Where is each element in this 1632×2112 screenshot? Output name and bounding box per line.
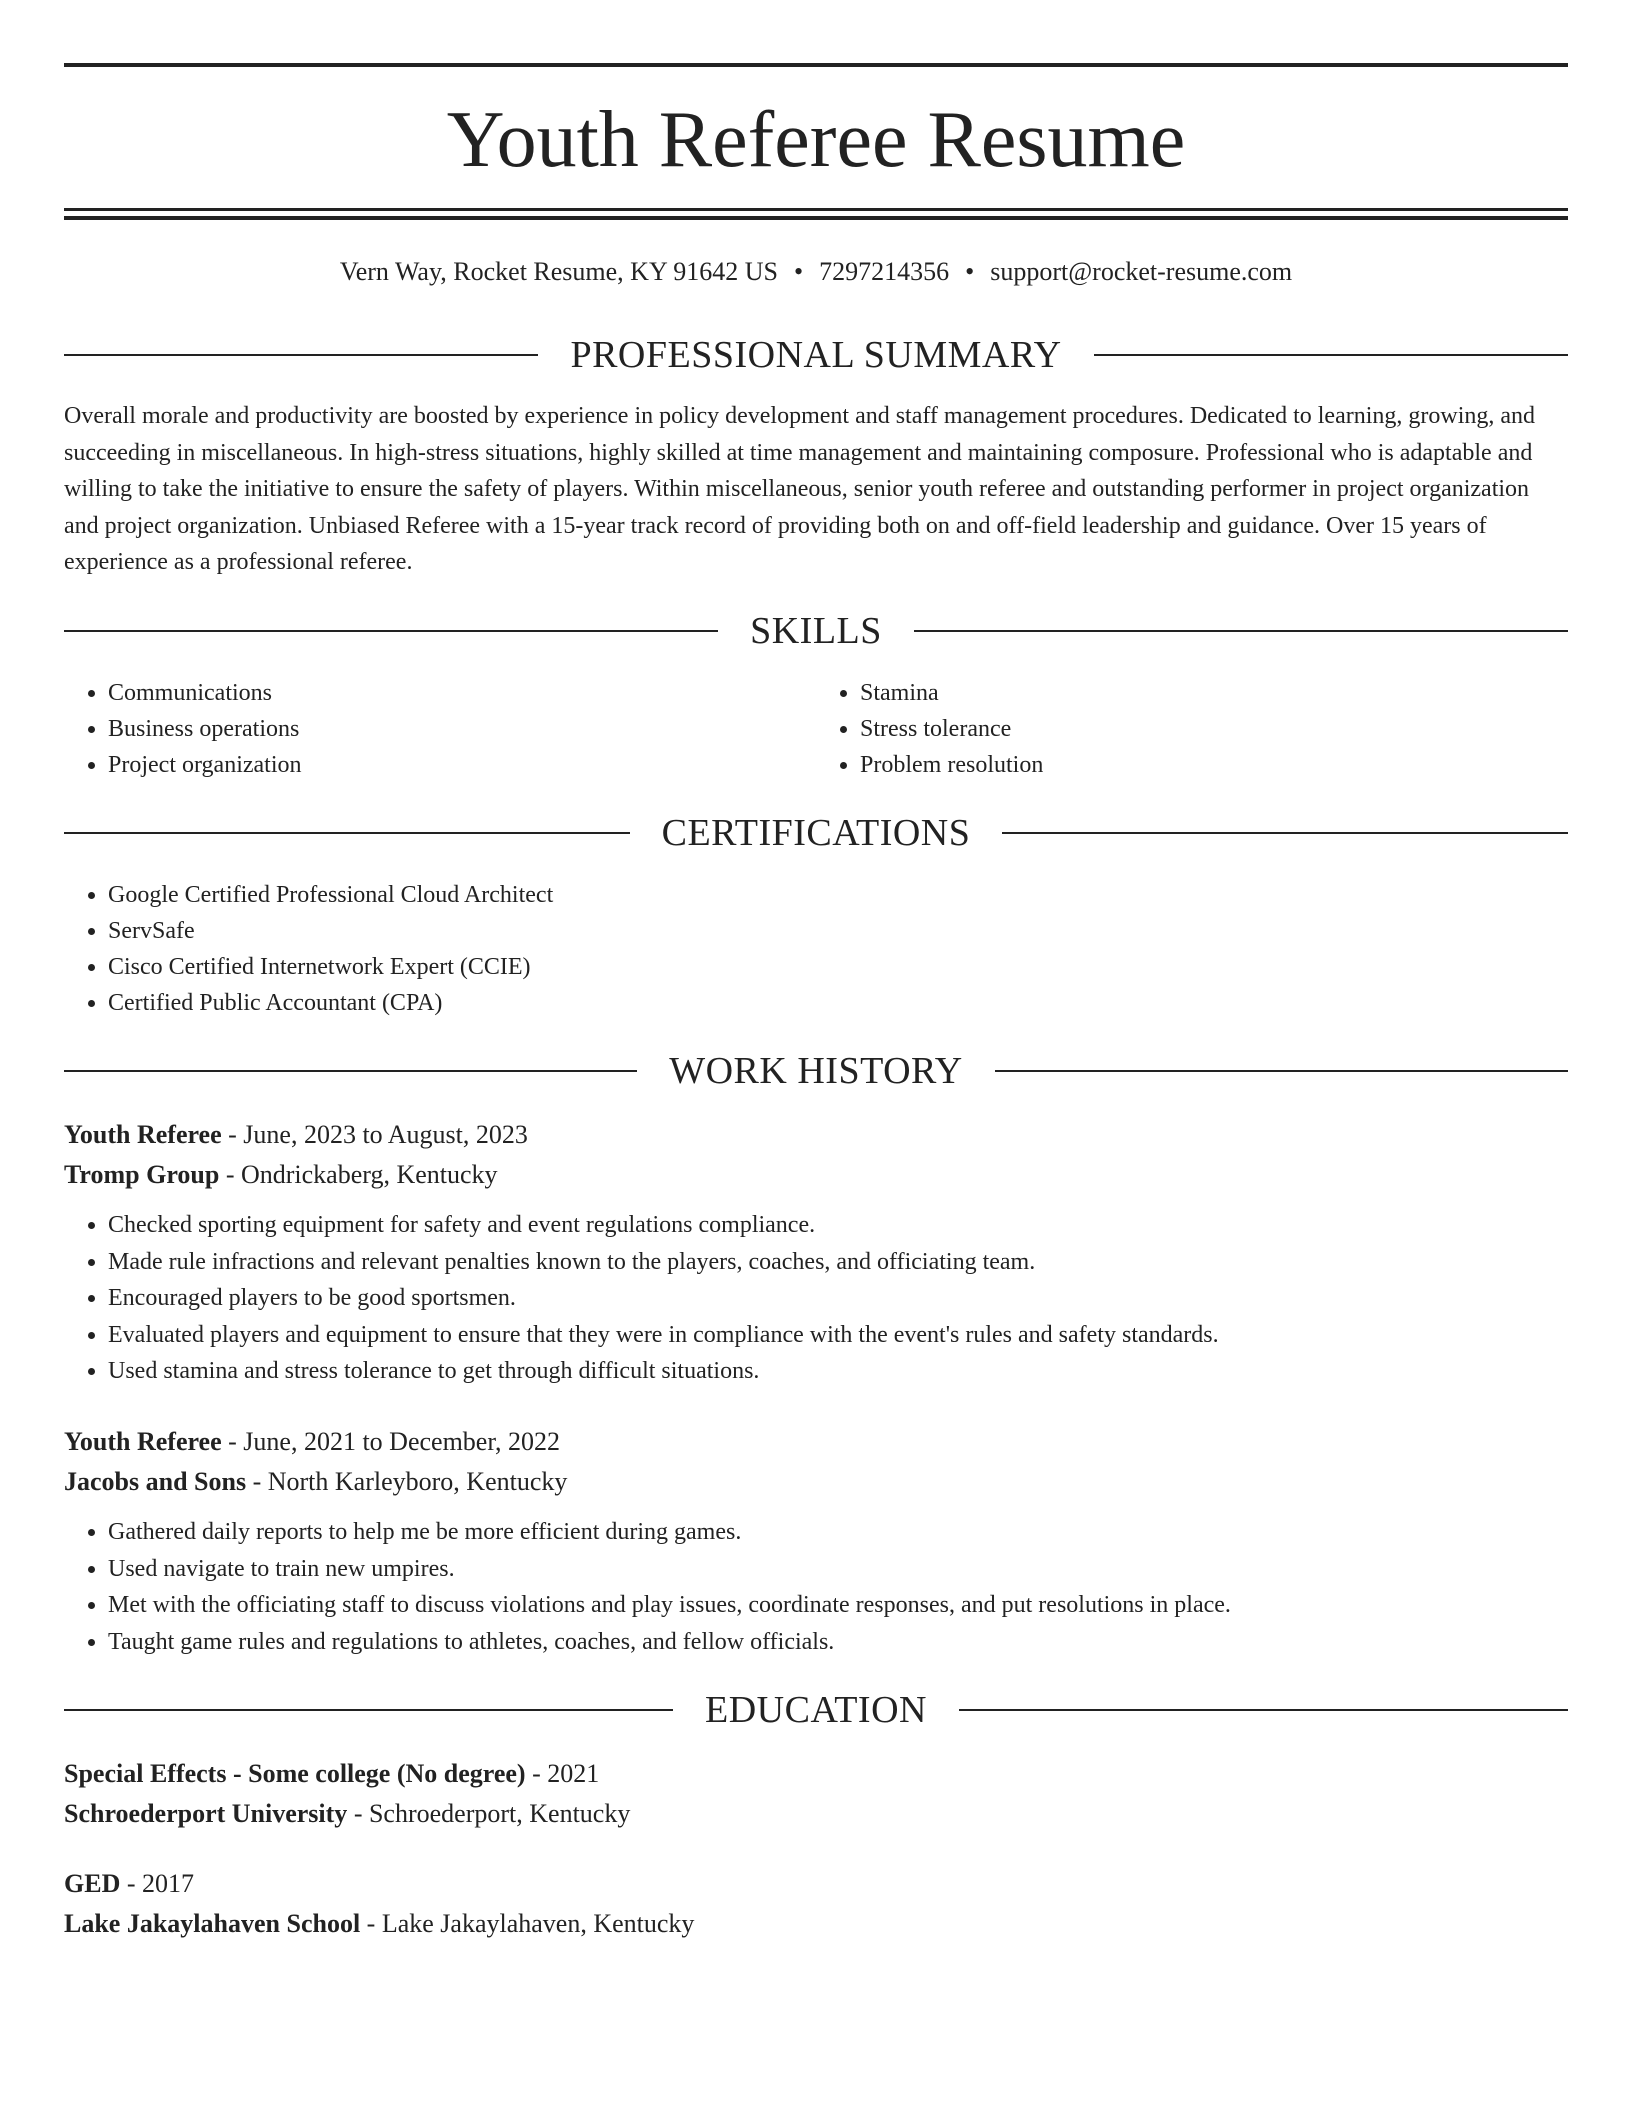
duty-item: • Made rule infractions and relevant penalties known to the players, coaches, and officiating team. bbox=[108, 1244, 1568, 1281]
section-title: PROFESSIONAL SUMMARY bbox=[570, 334, 1062, 376]
skill-item: • Project organization bbox=[108, 747, 816, 783]
degree-line bbox=[64, 1864, 1568, 1904]
job-dates: - June, 2021 to December, 2022 bbox=[221, 1427, 560, 1456]
heading-rule bbox=[914, 630, 1568, 632]
education-entry bbox=[64, 1754, 1568, 1834]
job-entry bbox=[64, 1422, 1568, 1660]
education-entry bbox=[64, 1864, 1568, 1944]
certification-item: • Certified Public Accountant (CPA) bbox=[108, 985, 1568, 1021]
certifications-list bbox=[64, 877, 1568, 1021]
top-rule bbox=[64, 63, 1568, 67]
heading-rule bbox=[64, 1070, 637, 1072]
duty-item: • Checked sporting equipment for safety and event regulations compliance. bbox=[108, 1207, 1568, 1244]
heading-rule bbox=[1002, 832, 1568, 834]
job-title: Youth Referee bbox=[64, 1427, 222, 1456]
duty-item: • Encouraged players to be good sportsmen. bbox=[108, 1280, 1568, 1317]
heading-rule bbox=[959, 1709, 1568, 1711]
school-name: Schroederport University bbox=[64, 1799, 348, 1828]
section-heading-certifications bbox=[64, 809, 1568, 857]
section-heading-summary bbox=[64, 331, 1568, 379]
heading-rule bbox=[64, 832, 630, 834]
title-double-rule bbox=[64, 208, 1568, 220]
school-location: - Lake Jakaylahaven, Kentucky bbox=[360, 1909, 695, 1938]
job-dates: - June, 2023 to August, 2023 bbox=[221, 1120, 528, 1149]
skill-item: • Business operations bbox=[108, 711, 816, 747]
job-title-line bbox=[64, 1115, 1568, 1155]
contact-phone: 7297214356 bbox=[819, 257, 950, 286]
duty-item: • Met with the officiating staff to discuss violations and play issues, coordinate responses, and put resolutions in place. bbox=[108, 1587, 1568, 1624]
school-location: - Schroederport, Kentucky bbox=[347, 1799, 631, 1828]
contact-line bbox=[64, 252, 1568, 292]
section-title: SKILLS bbox=[750, 610, 882, 652]
job-company: Tromp Group bbox=[64, 1160, 220, 1189]
heading-rule bbox=[64, 630, 718, 632]
certification-item: • Cisco Certified Internetwork Expert (CCIE) bbox=[108, 949, 1568, 985]
skills-column-left bbox=[64, 675, 816, 783]
skill-item: • Stamina bbox=[860, 675, 1568, 711]
contact-separator: • bbox=[794, 257, 804, 286]
skills-list bbox=[64, 675, 1568, 783]
section-heading-education bbox=[64, 1686, 1568, 1734]
skill-item: • Problem resolution bbox=[860, 747, 1568, 783]
contact-email: support@rocket-resume.com bbox=[990, 257, 1293, 286]
job-title-line bbox=[64, 1422, 1568, 1462]
heading-rule bbox=[64, 354, 538, 356]
resume-title: Youth Referee Resume bbox=[446, 96, 1186, 184]
section-heading-work-history bbox=[64, 1047, 1568, 1095]
certification-item: • Google Certified Professional Cloud Architect bbox=[108, 877, 1568, 913]
section-title: EDUCATION bbox=[705, 1689, 927, 1731]
job-entry bbox=[64, 1115, 1568, 1390]
degree-line bbox=[64, 1754, 1568, 1794]
duty-item: • Evaluated players and equipment to ensure that they were in compliance with the event's rules and safety standards. bbox=[108, 1317, 1568, 1354]
skill-item: • Stress tolerance bbox=[860, 711, 1568, 747]
duty-item: • Used stamina and stress tolerance to get through difficult situations. bbox=[108, 1353, 1568, 1390]
contact-address: Vern Way, Rocket Resume, KY 91642 US bbox=[339, 257, 779, 286]
degree: GED bbox=[64, 1869, 121, 1898]
duty-item: • Used navigate to train new umpires. bbox=[108, 1551, 1568, 1588]
section-title: CERTIFICATIONS bbox=[661, 812, 971, 854]
duty-item: • Gathered daily reports to help me be more efficient during games. bbox=[108, 1514, 1568, 1551]
school-name: Lake Jakaylahaven School bbox=[64, 1909, 361, 1938]
skill-item: • Communications bbox=[108, 675, 816, 711]
skills-column-right bbox=[816, 675, 1568, 783]
school-line bbox=[64, 1794, 1568, 1834]
job-duties bbox=[64, 1514, 1568, 1660]
heading-rule bbox=[995, 1070, 1568, 1072]
job-company-line bbox=[64, 1462, 1568, 1502]
contact-separator: • bbox=[965, 257, 975, 286]
graduation-year: - 2017 bbox=[120, 1869, 195, 1898]
heading-rule bbox=[64, 1709, 673, 1711]
job-location: - North Karleyboro, Kentucky bbox=[246, 1467, 568, 1496]
duty-item: • Taught game rules and regulations to athletes, coaches, and fellow officials. bbox=[108, 1624, 1568, 1661]
section-heading-skills bbox=[64, 607, 1568, 655]
job-company-line bbox=[64, 1155, 1568, 1195]
heading-rule bbox=[1094, 354, 1568, 356]
job-duties bbox=[64, 1207, 1568, 1390]
degree: Special Effects - Some college (No degree) bbox=[64, 1759, 526, 1788]
certification-item: • ServSafe bbox=[108, 913, 1568, 949]
summary-paragraph: Overall morale and productivity are boosted by experience in policy development and staff management procedures. Dedicated to learning, growing, and succeeding in miscellaneous. In high-stress situations, highly skilled at time management and maintaining composure. Professional who is adaptable and willing to take the initiative to ensure the safety of players. Within miscellaneous, senior youth referee and outstanding performer in project organization and project organization. Unbiased Referee with a 15-year track record of providing both on and off-field leadership and guidance. Over 15 years of experience as a professional referee. bbox=[64, 403, 1536, 575]
job-title: Youth Referee bbox=[64, 1120, 222, 1149]
section-title: WORK HISTORY bbox=[669, 1050, 963, 1092]
job-company: Jacobs and Sons bbox=[64, 1467, 247, 1496]
job-location: - Ondrickaberg, Kentucky bbox=[219, 1160, 498, 1189]
graduation-year: - 2021 bbox=[525, 1759, 600, 1788]
school-line bbox=[64, 1904, 1568, 1944]
